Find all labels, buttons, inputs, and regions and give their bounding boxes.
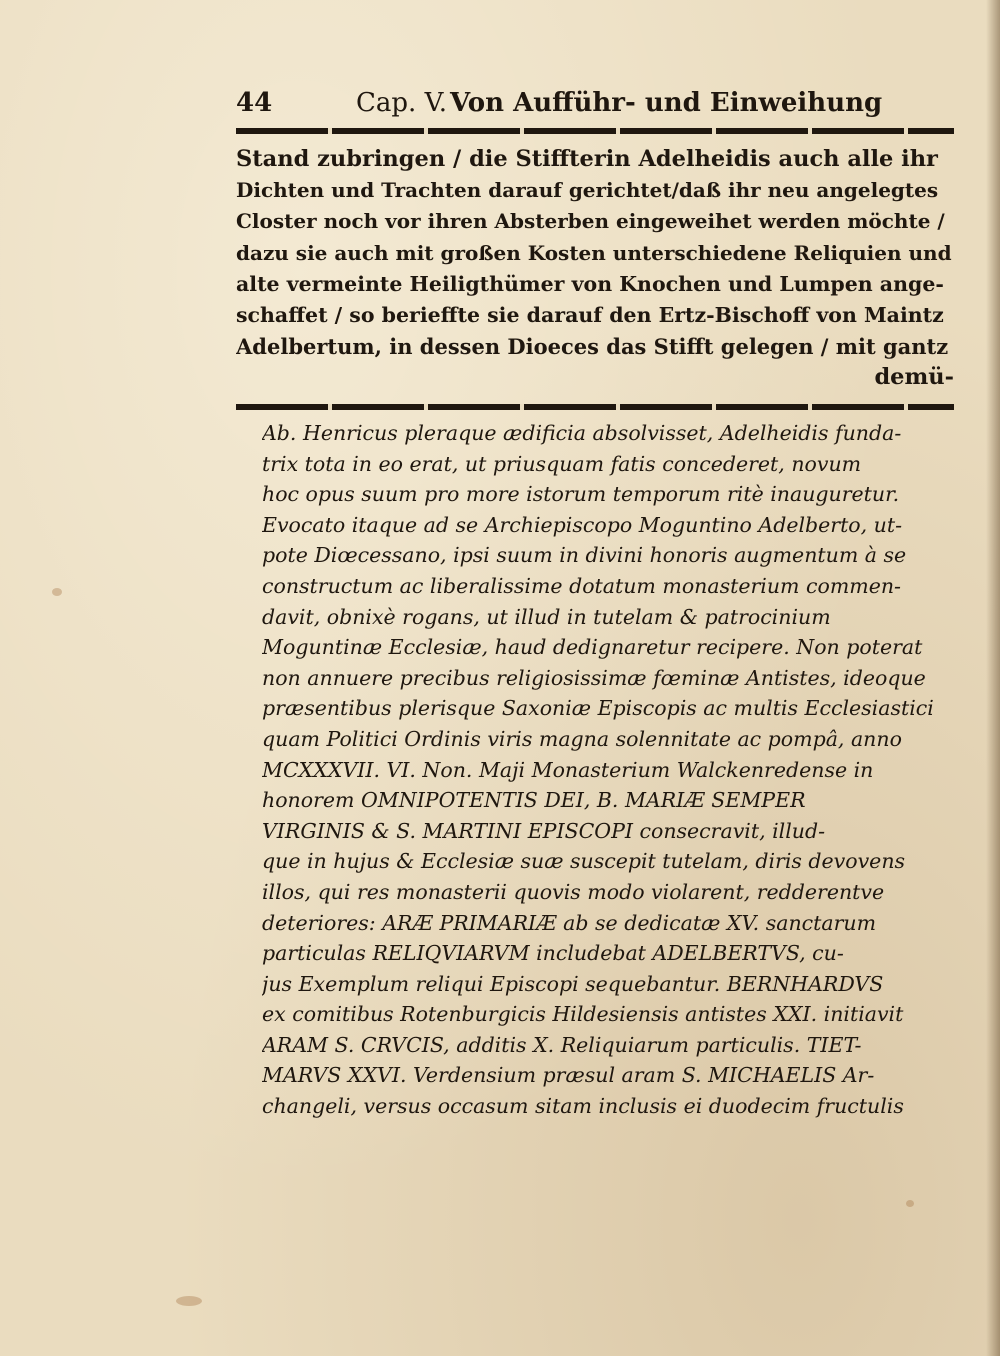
text-line: Moguntinæ Ecclesiæ, haud dedignaretur recipere. Non poterat: [262, 635, 923, 660]
text-line: alte vermeinte Heiligthümer von Knochen und Lumpen ange-: [236, 271, 944, 296]
latin-footnote-block: [262, 418, 956, 1122]
text-line: particulas RELIQVIARVM includebat ADELBERTVS, cu-: [262, 941, 844, 966]
text-line: Evocato itaque ad se Archiepiscopo Moguntino Adelberto, ut-: [262, 512, 903, 537]
text-line: changeli, versus occasum sitam inclusis ei duodecim fructulis: [262, 1094, 904, 1119]
text-line: constructum ac liberalissime dotatum monasterium commen-: [262, 573, 901, 598]
text-line: pote Diœcessano, ipsi suum in divini honoris augmentum à se: [262, 543, 907, 568]
text-line: Dichten und Trachten darauf gerichtet/daß ihr neu angelegtes: [236, 178, 939, 203]
text-line: que in hujus & Ecclesiæ suæ suscepit tutelam, diris devovens: [262, 849, 906, 874]
german-text-block: [236, 144, 954, 394]
text-line: honorem OMNIPOTENTIS DEI, B. MARIÆ SEMPER: [262, 788, 806, 813]
catchword: demü-: [874, 364, 954, 391]
footnote-rule: [236, 404, 954, 410]
text-line: schaffet / so berieffte sie darauf den Ertz-Bischoff von Maintz: [236, 302, 944, 327]
text-line: davit, obnixè rogans, ut illud in tutelam & patrocinium: [262, 604, 831, 629]
text-line: hoc opus suum pro more istorum temporum ritè inauguretur.: [262, 482, 900, 507]
chapter-label: Cap. V.: [356, 88, 448, 118]
text-line: Adelbertum, in dessen Dioeces das Stifft gelegen / mit gantz: [236, 334, 949, 360]
text-line: non annuere precibus religiosissimæ fœminæ Antistes, ideoque: [262, 665, 926, 690]
page-edge-shadow: [986, 0, 1000, 1356]
text-line: præsentibus plerisque Saxoniæ Episcopis ac multis Ecclesiastici: [262, 696, 934, 721]
text-line: dazu sie auch mit großen Kosten unterschiedene Reliquien und: [236, 240, 952, 265]
text-line: jus Exemplum reliqui Episcopi sequebantur. BERNHARDVS: [262, 971, 884, 996]
running-title: Von Aufführ- und Einweihung: [450, 88, 883, 118]
stain: [906, 1200, 914, 1207]
text-line: ex comitibus Rotenburgicis Hildesiensis antistes XXI. initiavit: [262, 1002, 904, 1027]
text-line: trix tota in eo erat, ut priusquam fatis concederet, novum: [262, 451, 862, 476]
text-line: illos, qui res monasterii quovis modo violarent, redderentve: [262, 879, 885, 904]
text-line: ARAM S. CRVCIS, additis X. Reliquiarum particulis. TIET-: [262, 1032, 862, 1057]
text-line: Stand zubringen / die Stiffterin Adelheidis auch alle ihr: [236, 146, 938, 172]
text-line: MCXXXVII. VI. Non. Maji Monasterium Walckenredense in: [262, 757, 874, 782]
text-line: quam Politici Ordinis viris magna solennitate ac pompâ, anno: [262, 726, 902, 751]
text-line: Closter noch vor ihren Absterben eingeweihet werden möchte /: [236, 209, 945, 234]
running-header: [236, 88, 956, 124]
text-line: MARVS XXVI. Verdensium præsul aram S. MICHAELIS Ar-: [262, 1063, 875, 1088]
stain: [52, 588, 62, 596]
text-line: VIRGINIS & S. MARTINI EPISCOPI consecravit, illud-: [262, 818, 826, 843]
header-rule: [236, 128, 954, 134]
text-line: deteriores: ARÆ PRIMARIÆ ab se dedicatæ XV. sanctarum: [262, 910, 877, 935]
text-line: Ab. Henricus pleraque ædificia absolvisset, Adelheidis funda-: [262, 421, 902, 445]
stain: [176, 1296, 202, 1306]
page-number: 44: [236, 88, 273, 118]
